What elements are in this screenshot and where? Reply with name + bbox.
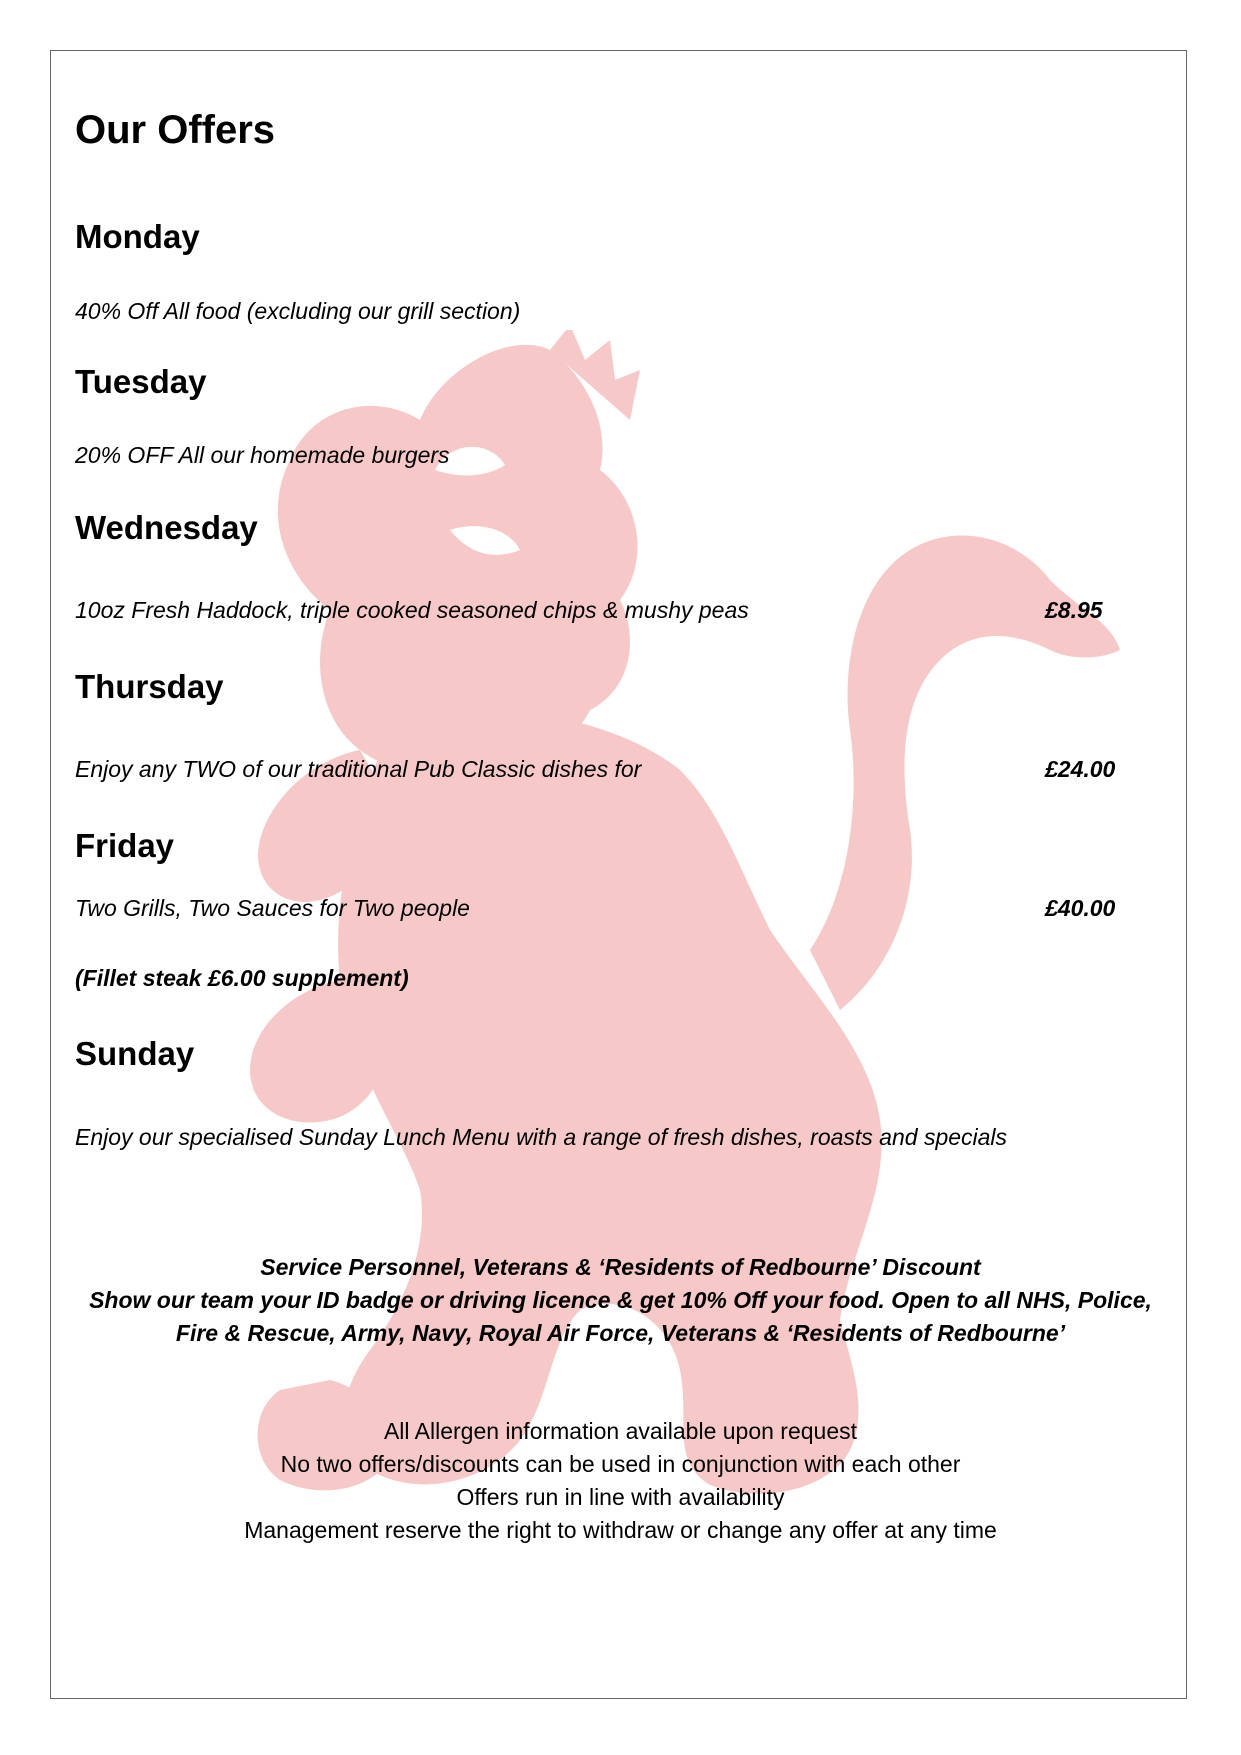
offer-text: Enjoy our specialised Sunday Lunch Menu with a range of fresh dishes, roasts and specials xyxy=(75,1124,1008,1150)
footer-notes xyxy=(60,1415,1181,1547)
offer-text: Enjoy any TWO of our traditional Pub Classic dishes for xyxy=(75,756,642,782)
day-heading: Monday xyxy=(75,218,200,255)
discount-line: Show our team your ID badge or driving licence & get 10% Off your food. Open to all NHS, Police, xyxy=(89,1287,1152,1313)
day-heading: Thursday xyxy=(75,668,224,705)
footer-line: Management reserve the right to withdraw or change any offer at any time xyxy=(244,1517,997,1543)
footer-line: No two offers/discounts can be used in conjunction with each other xyxy=(280,1451,961,1477)
offer-text: 40% Off All food (excluding our grill section) xyxy=(75,298,521,324)
discount-block xyxy=(60,1251,1181,1350)
day-heading: Wednesday xyxy=(75,509,258,546)
footer-line: Offers run in line with availability xyxy=(456,1484,785,1510)
discount-line: Fire & Rescue, Army, Navy, Royal Air Force, Veterans & ‘Residents of Redbourne’ xyxy=(175,1320,1066,1346)
day-heading: Sunday xyxy=(75,1035,195,1072)
offer-text: 20% OFF All our homemade burgers xyxy=(75,442,450,468)
page-title: Our Offers xyxy=(75,108,276,152)
footer-line: All Allergen information available upon request xyxy=(383,1418,858,1444)
offer-text: 10oz Fresh Haddock, triple cooked seasoned chips & mushy peas xyxy=(75,597,749,623)
discount-heading: Service Personnel, Veterans & ‘Residents of Redbourne’ Discount xyxy=(260,1254,981,1280)
offer-text: Two Grills, Two Sauces for Two people xyxy=(75,895,470,921)
offer-note: (Fillet steak £6.00 supplement) xyxy=(75,965,409,991)
offer-price: £24.00 xyxy=(1045,756,1116,782)
day-heading: Tuesday xyxy=(75,363,207,400)
day-heading: Friday xyxy=(75,827,175,864)
offer-price: £8.95 xyxy=(1045,597,1103,623)
offer-price: £40.00 xyxy=(1045,895,1116,921)
